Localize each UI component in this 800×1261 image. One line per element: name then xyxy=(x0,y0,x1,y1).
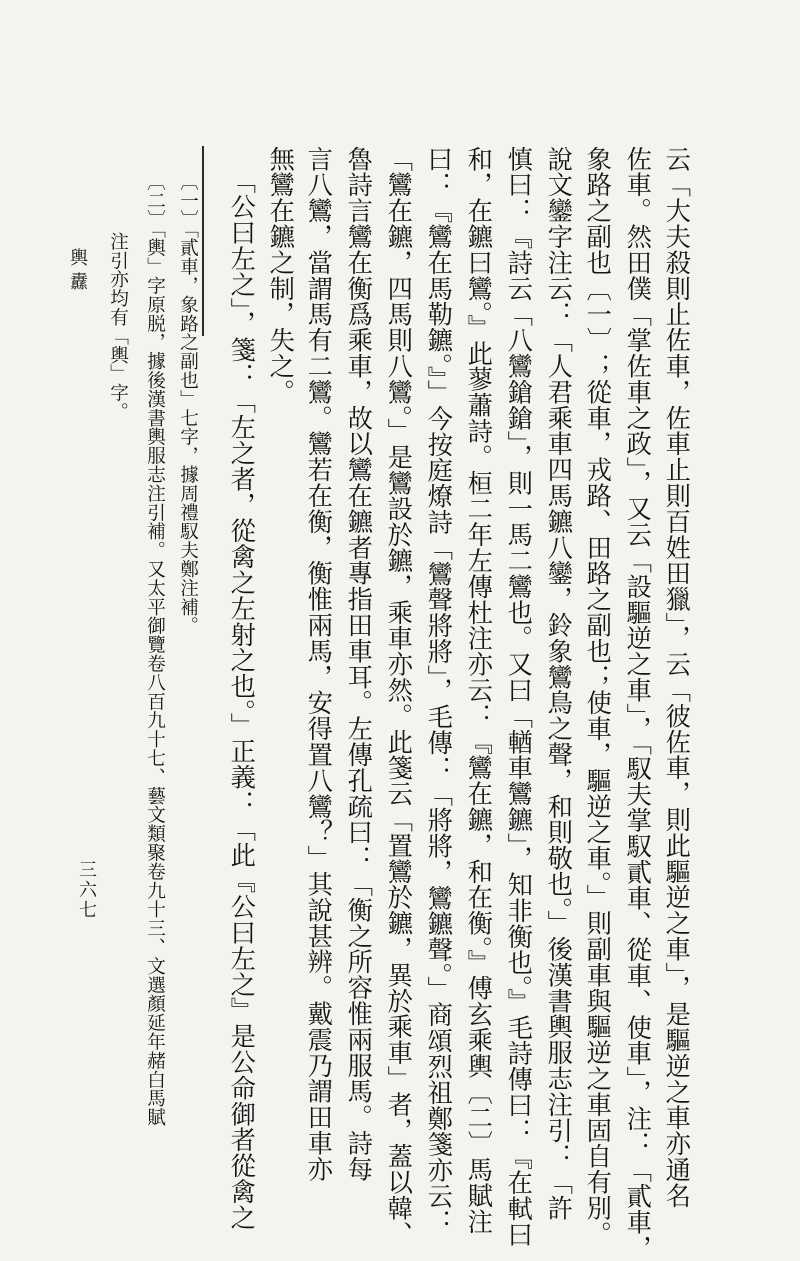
body-column: 「公曰左之」，箋：「左之者，從禽之左射之也。」正義：「此『公曰左之』是公命御者從禽之 xyxy=(227,168,257,1231)
running-title: 輿纛 xyxy=(67,248,88,296)
body-column: 云「大夫殺則止佐車，佐車止則百姓田獵」，云「彼佐車，則此驅逆之車」，是驅逆之車亦通名 xyxy=(662,146,692,1209)
body-column: 說文鑾字注云：「人君乘車四馬鑣八鑾，鈴象鸞鳥之聲，和則敬也。」後漢書輿服志注引：「許 xyxy=(544,146,574,1222)
body-column: 佐車。然田僕「掌佐車之政」，又云「設驅逆之車」，「馭夫掌馭貳車、從車、使車」，注：「貳車， xyxy=(623,146,653,1261)
footnote-continuation: 注引亦均有「輿」字。 xyxy=(107,232,129,421)
body-column: 曰：『鸞在馬勒鑣。』」今按庭燎詩「鸞聲將將」，毛傳：「將將，鸞鑣聲。」商頌烈祖鄭箋亦云： xyxy=(424,146,454,1235)
body-column: 和，在鑣曰鸞。』此蓼蕭詩。桓二年左傳杜注亦云：『鸞在鑣，和在衡。』傅玄乘輿〔二〕馬賦注 xyxy=(464,146,494,1235)
body-column: 言八鸞，當謂馬有二鸞。鸞若在衡，衡惟兩馬，安得置八鸞？」其說甚辨。戴震乃謂田車亦 xyxy=(304,146,334,1182)
footnote: 〔一〕「貳車，象路之副也」七字，據周禮馭夫鄭注補。 xyxy=(177,172,199,636)
body-column: 「鸞在鑣，四馬則八鸞。」是鸞設於鑣，乘車亦然。此箋云「置鸞於鑣，異於乘車」者，蓋以韓、 xyxy=(384,146,414,1248)
body-column: 無鸞在鑣之制，失之。 xyxy=(266,146,296,405)
body-column: 魯詩言鸞在衡爲乘車，故以鸞在鑣者專指田車耳。左傳孔疏曰：「衡之所容惟兩服馬。詩每 xyxy=(344,146,374,1182)
footnote: 〔二〕「輿」字原脱，據後漢書輿服志注引補。又太平御覽卷八百九十七、藝文類聚卷九十三、文選顏延年赭白馬賦 xyxy=(144,172,166,1127)
body-column: 象路之副也〔一〕；從車，戎路、田路之副也；使車，驅逆之車。」則副車與驅逆之車固自有別。 xyxy=(583,146,613,1248)
body-column: 慎曰：『詩云「八鸞鎗鎗」，則一馬二鸞也。又曰「輶車鸞鑣」，知非衡也。』毛詩傳曰：『在軾曰 xyxy=(504,146,534,1248)
footnote-divider xyxy=(202,146,204,336)
page-number: 三六七 xyxy=(76,860,97,920)
